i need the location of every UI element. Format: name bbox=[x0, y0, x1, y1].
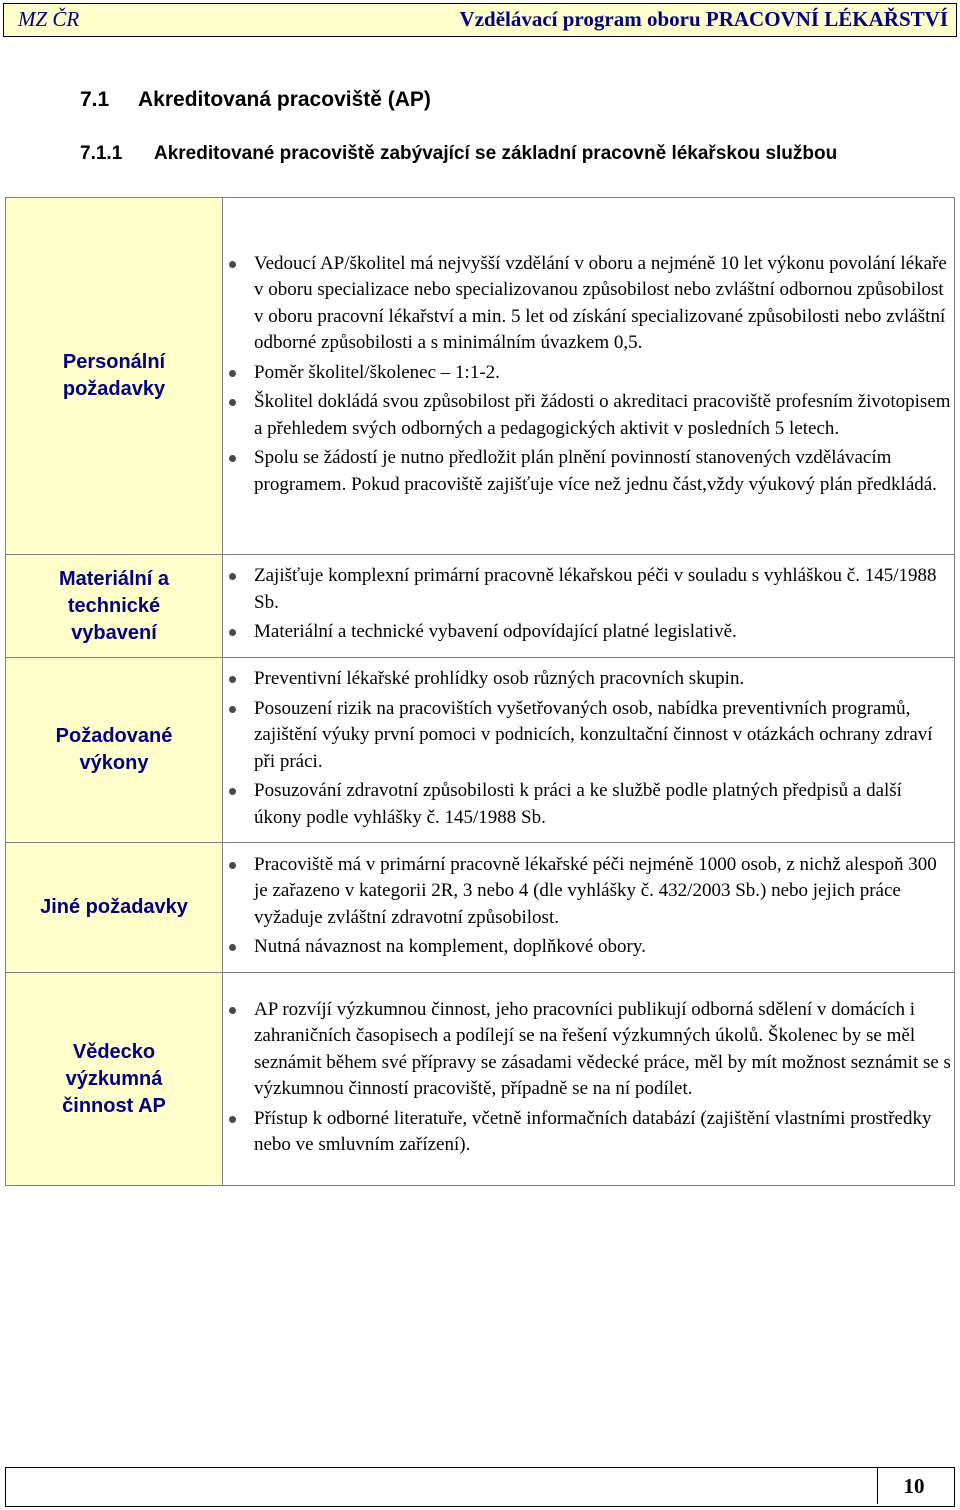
bullet-icon bbox=[229, 370, 236, 377]
requirements-table bbox=[5, 197, 955, 1186]
row-label: Personální požadavky bbox=[6, 198, 223, 555]
page-header bbox=[3, 3, 957, 37]
bullet-list bbox=[223, 563, 954, 646]
table-row bbox=[6, 555, 955, 658]
table-row bbox=[6, 973, 955, 1186]
bullet-icon bbox=[229, 706, 236, 713]
header-title: Vzdělávací program oboru PRACOVNÍ LÉKAŘSTVÍ bbox=[459, 7, 948, 31]
table-row bbox=[6, 843, 955, 973]
row-content bbox=[223, 198, 955, 555]
bullet-icon bbox=[229, 629, 236, 636]
bullet-list bbox=[223, 997, 954, 1159]
list-item: Přístup k odborné literatuře, včetně informačních databází (zajištění vlastními prostředky nebo ve smluvním zařízení). bbox=[223, 1106, 954, 1159]
list-item: Zajišťuje komplexní primární pracovně lékařskou péči v souladu s vyhláškou č. 145/1988 Sb. bbox=[223, 563, 954, 616]
section-heading bbox=[80, 88, 431, 112]
bullet-icon bbox=[229, 399, 236, 406]
list-item: Posouzení rizik na pracovištích vyšetřovaných osob, nabídka preventivních programů, zajištění výuky první pomoci v podnicích, konzultační činnost v otázkách ochrany zdraví při práci. bbox=[223, 696, 954, 776]
bullet-list bbox=[223, 666, 954, 831]
row-content bbox=[223, 658, 955, 843]
table-row bbox=[6, 198, 955, 555]
bullet-icon bbox=[229, 788, 236, 795]
bullet-icon bbox=[229, 1116, 236, 1123]
row-content bbox=[223, 843, 955, 973]
list-item: Posuzování zdravotní způsobilosti k práci a ke službě podle platných předpisů a další úkony podle vyhlášky č. 145/1988 Sb. bbox=[223, 778, 954, 831]
list-item: AP rozvíjí výzkumnou činnost, jeho pracovníci publikují odborná sdělení v domácích i zahraničních časopisech a podílejí se na řešení výzkumných úkolů. Školenec by se měl seznámit během své přípravy se zásadami vědecké práce, měl by mít možnost seznámit se s výzkumnou činností pracoviště, případně se na ní podílet. bbox=[223, 997, 954, 1103]
subsection-number: 7.1.1 bbox=[80, 143, 123, 164]
bullet-list bbox=[223, 251, 954, 499]
bullet-icon bbox=[229, 1007, 236, 1014]
list-item: Školitel dokládá svou způsobilost při žádosti o akreditaci pracoviště profesním životopisem a přehledem svých odborných a pedagogických aktivit v posledních 5 letech. bbox=[223, 389, 954, 442]
page-footer bbox=[5, 1467, 955, 1507]
bullet-icon bbox=[229, 862, 236, 869]
list-item: Spolu se žádostí je nutno předložit plán plnění povinností stanovených vzdělávacím programem. Pokud pracoviště zajišťuje více než jednu část,vždy výukový plán předkládá. bbox=[223, 445, 954, 498]
subsection-title: Akreditované pracoviště zabývající se základní pracovně lékařskou službou bbox=[154, 143, 838, 164]
list-item: Nutná návaznost na komplement, doplňkové obory. bbox=[223, 934, 954, 961]
row-label: Jiné požadavky bbox=[6, 843, 223, 973]
row-label: Materiální a technické vybavení bbox=[6, 555, 223, 658]
page-number: 10 bbox=[877, 1468, 950, 1504]
list-item: Poměr školitel/školenec – 1:1-2. bbox=[223, 360, 954, 387]
row-label: Vědecko výzkumná činnost AP bbox=[6, 973, 223, 1186]
list-item: Pracoviště má v primární pracovně lékařské péči nejméně 1000 osob, z nichž alespoň 300 je zařazeno v kategorii 2R, 3 nebo 4 (dle vyhlášky č. 432/2003 Sb.) nebo jejich práce vyžaduje zvláštní zdravotní způsobilost. bbox=[223, 852, 954, 932]
bullet-icon bbox=[229, 455, 236, 462]
row-content bbox=[223, 555, 955, 658]
list-item: Preventivní lékařské prohlídky osob různých pracovních skupin. bbox=[223, 666, 954, 693]
bullet-icon bbox=[229, 261, 236, 268]
section-number: 7.1 bbox=[80, 88, 110, 111]
list-item: Materiální a technické vybavení odpovídající platné legislativě. bbox=[223, 619, 954, 646]
row-label: Požadované výkony bbox=[6, 658, 223, 843]
list-item: Vedoucí AP/školitel má nejvyšší vzdělání v oboru a nejméně 10 let výkonu povolání lékaře v oboru specializace nebo specializovanou způsobilost nebo zvláštní odbornou způsobilost v oboru pracovní lékařství a min. 5 let od získání specializované způsobilosti nebo zvláštní odborné způsobilosti a s minimálním úvazkem 0,5. bbox=[223, 251, 954, 357]
bullet-icon bbox=[229, 944, 236, 951]
section-title: Akreditovaná pracoviště (AP) bbox=[138, 88, 431, 111]
bullet-icon bbox=[229, 676, 236, 683]
header-left: MZ ČR bbox=[18, 7, 80, 31]
bullet-list bbox=[223, 852, 954, 961]
row-content bbox=[223, 973, 955, 1186]
bullet-icon bbox=[229, 573, 236, 580]
table-row bbox=[6, 658, 955, 843]
